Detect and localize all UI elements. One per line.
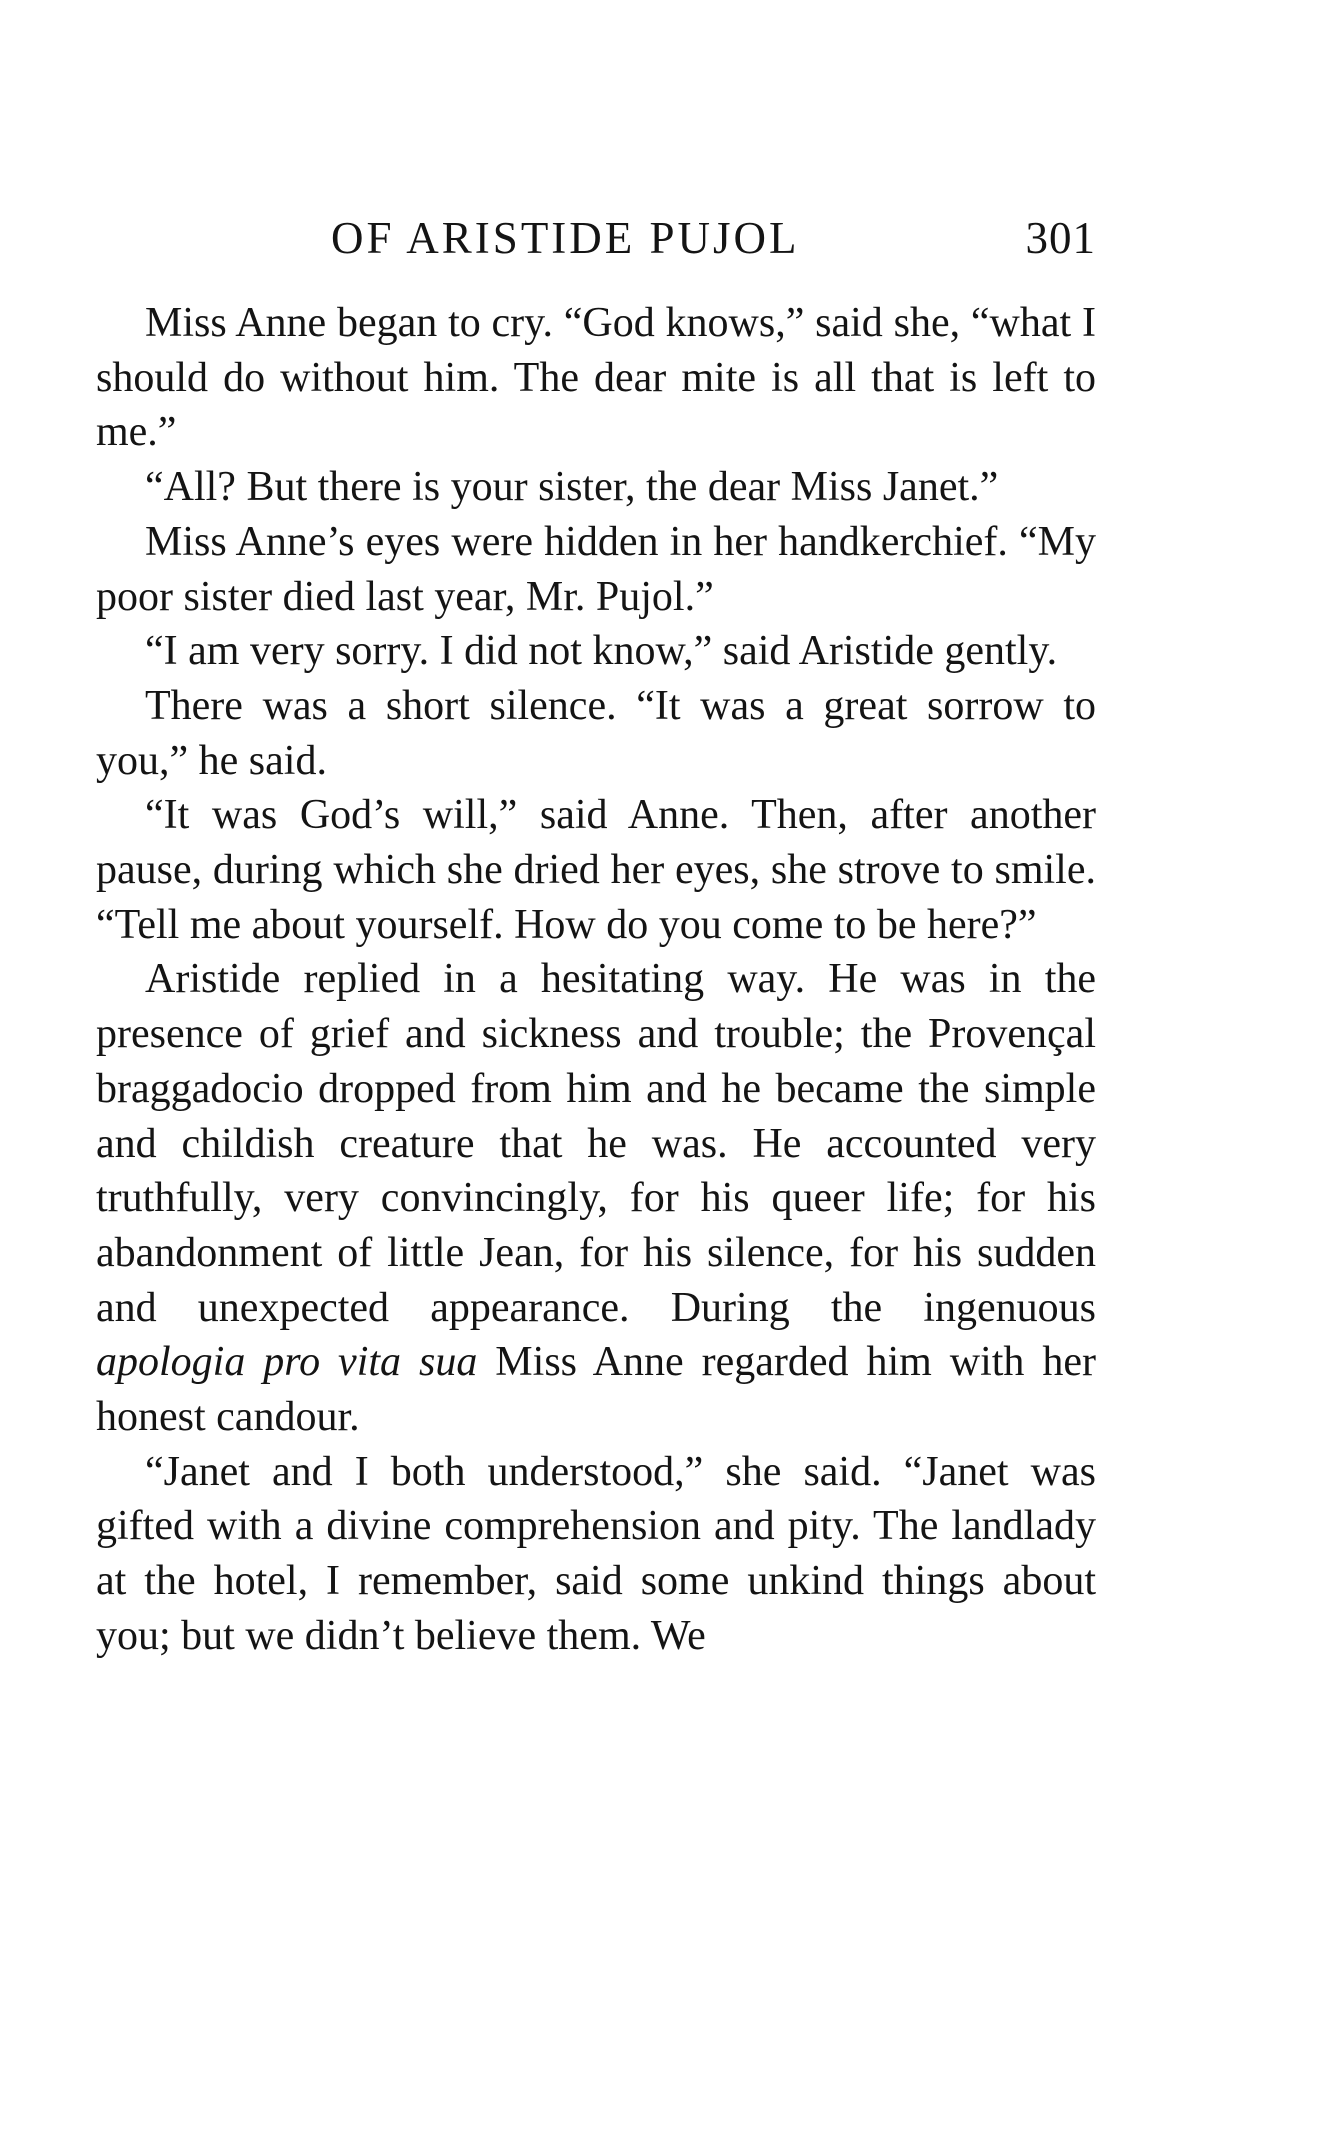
paragraph: Miss Anne’s eyes were hidden in her handkerchief. “My poor sister died last year, Mr. Pujol.” xyxy=(96,518,1096,620)
paragraph-text: Miss Anne regarded him with her honest candour. xyxy=(96,1339,1097,1441)
body-text xyxy=(96,296,1096,1664)
running-title: OF ARISTIDE PUJOL xyxy=(331,213,800,263)
italic-phrase: apologia pro vita sua xyxy=(96,1339,478,1386)
paragraph: “All? But there is your sister, the dear Miss Janet.” xyxy=(145,464,999,511)
running-head xyxy=(96,212,1096,272)
paragraph-text: Aristide replied in a hesitating way. He was in the presence of grief and sickness and trouble; the Provençal braggadocio dropped from him and he became the simple and childish creature that he was. He accounted very truthfully, very convincingly, for his queer life; for his abandonment of little Jean, for his silence, for his sudden and unexpected appearance. During the ingenuous xyxy=(96,956,1096,1331)
paragraph: There was a short silence. “It was a great sorrow to you,” he said. xyxy=(96,682,1096,784)
paragraph: Miss Anne began to cry. “God knows,” said she, “what I should do without him. The dear mite is all that is left to me.” xyxy=(96,300,1096,456)
paragraph: “Janet and I both understood,” she said. “Janet was gifted with a divine comprehension and pity. The landlady at the hotel, I remember, said some unkind things about you; but we didn’t believe them. We xyxy=(96,1448,1096,1659)
paragraph: “I am very sorry. I did not know,” said Aristide gently. xyxy=(145,628,1058,675)
page-number: 301 xyxy=(1025,213,1096,263)
paragraph: “It was God’s will,” said Anne. Then, after another pause, during which she dried her eyes, she strove to smile. “Tell me about yourself. How do you come to be here?” xyxy=(96,792,1096,948)
paragraph xyxy=(96,952,1096,1444)
